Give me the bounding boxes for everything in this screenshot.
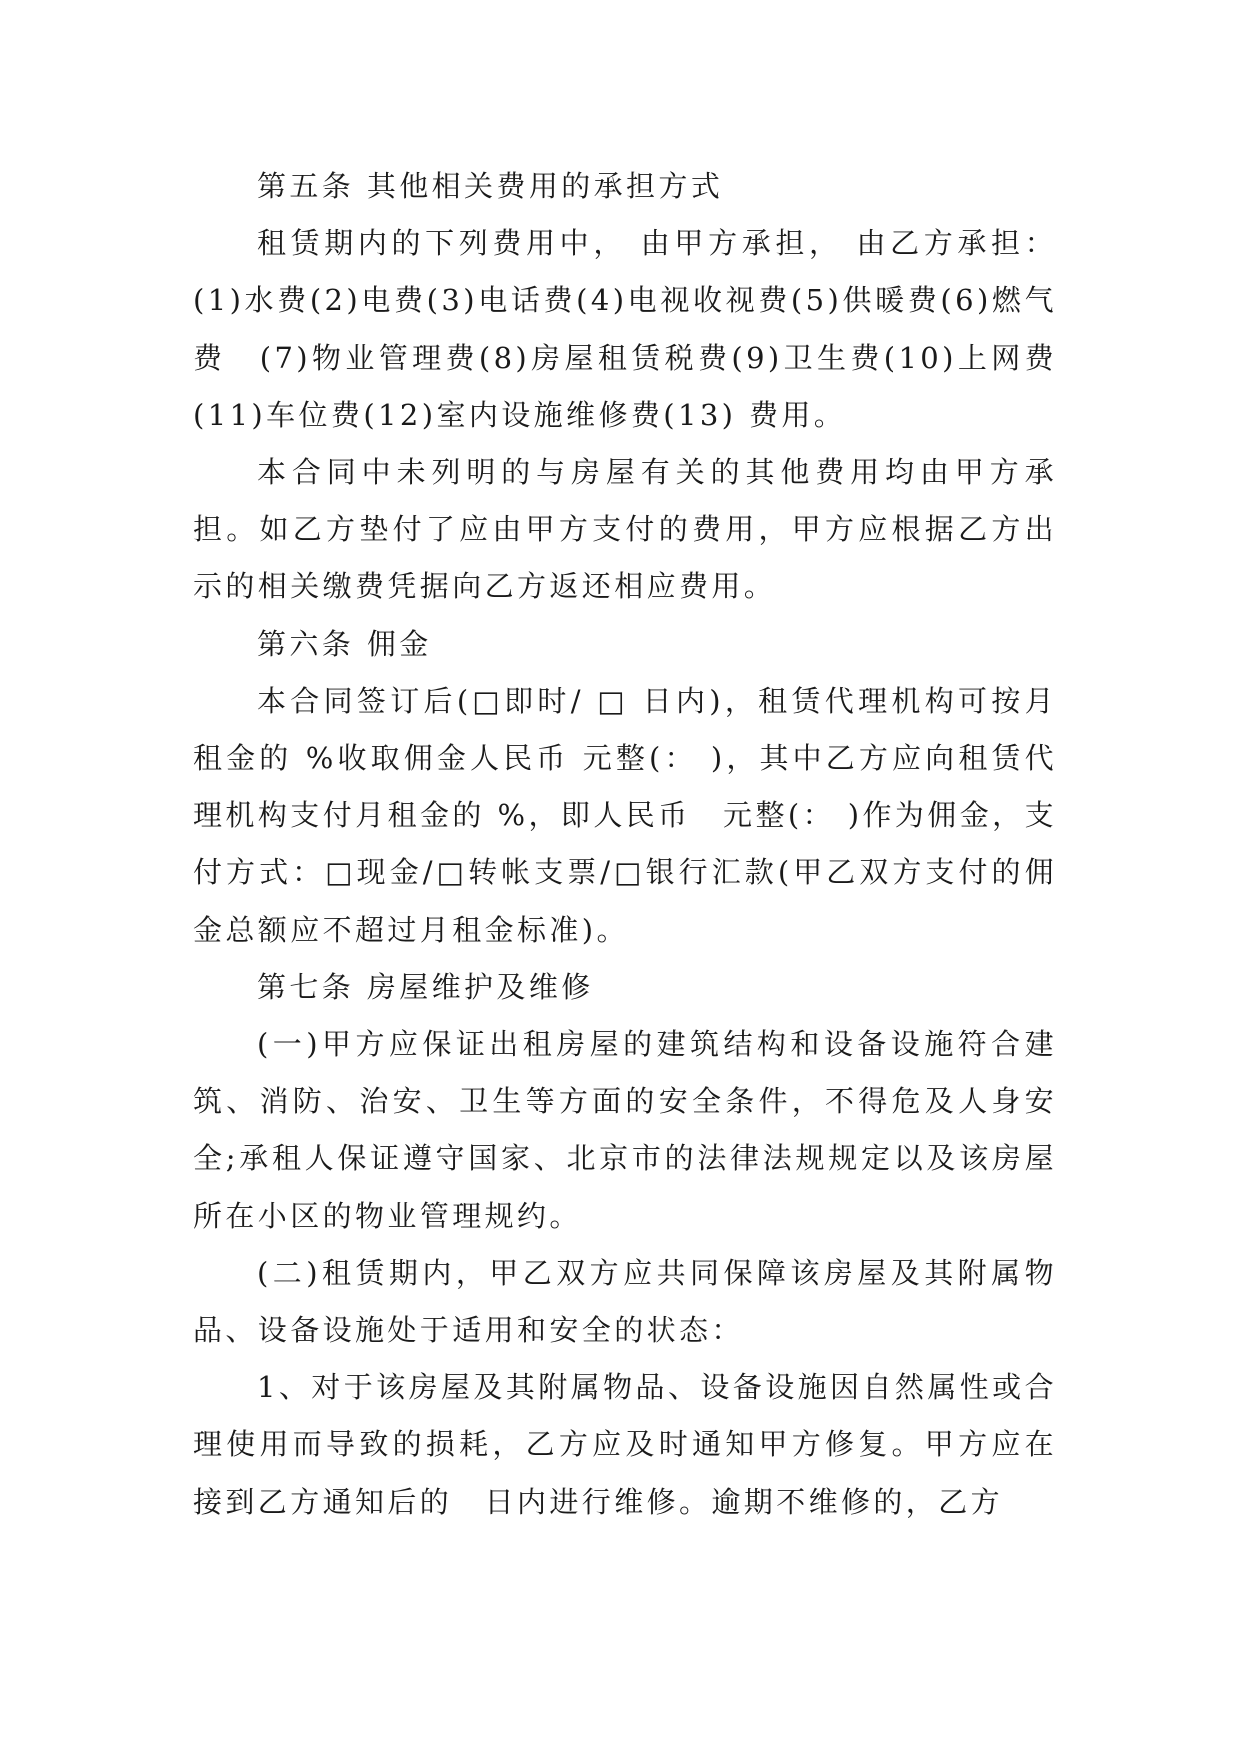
article-7-heading: 第七条 房屋维护及维修: [257, 969, 594, 1004]
article-5-other-fees: 本合同中未列明的与房屋有关的其他费用均由甲方承担。如乙方垫付了应由甲方支付的费用，甲方应根据乙方出示的相关缴费凭据向乙方返还相应费用。: [193, 455, 1057, 604]
document-body: [193, 158, 1057, 1531]
article-7-clause-1: (一)甲方应保证出租房屋的建筑结构和设备设施符合建筑、消防、治安、卫生等方面的安全条件，不得危及人身安全;承租人保证遵守国家、北京市的法律法规规定以及该房屋所在小区的物业管理规约。: [193, 1027, 1057, 1233]
article-7-clause-2: (二)租赁期内，甲乙双方应共同保障该房屋及其附属物品、设备设施处于适用和安全的状态：: [193, 1255, 1057, 1348]
article-5-fee-list: 租赁期内的下列费用中， 由甲方承担， 由乙方承担：(1)水费(2)电费(3)电话费(4)电视收视费(5)供暖费(6)燃气费 (7)物业管理费(8)房屋租赁税费(9)卫生费(10)上网费(11)车位费(12)室内设施维修费(13) 费用。: [193, 226, 1057, 432]
article-7-item-1: 1、对于该房屋及其附属物品、设备设施因自然属性或合理使用而导致的损耗，乙方应及时通知甲方修复。甲方应在接到乙方通知后的 日内进行维修。逾期不维修的，乙方: [193, 1370, 1057, 1519]
article-6-commission: 本合同签订后(□即时/ □ 日内)，租赁代理机构可按月租金的 %收取佣金人民币 元整(： )，其中乙方应向租赁代理机构支付月租金的 %，即人民币 元整(： )作为佣金，支付方式：□现金/□转帐支票/□银行汇款(甲乙双方支付的佣金总额应不超过月租金标准)。: [193, 683, 1057, 947]
article-6-heading: 第六条 佣金: [257, 626, 432, 661]
article-5-heading: 第五条 其他相关费用的承担方式: [257, 169, 724, 203]
